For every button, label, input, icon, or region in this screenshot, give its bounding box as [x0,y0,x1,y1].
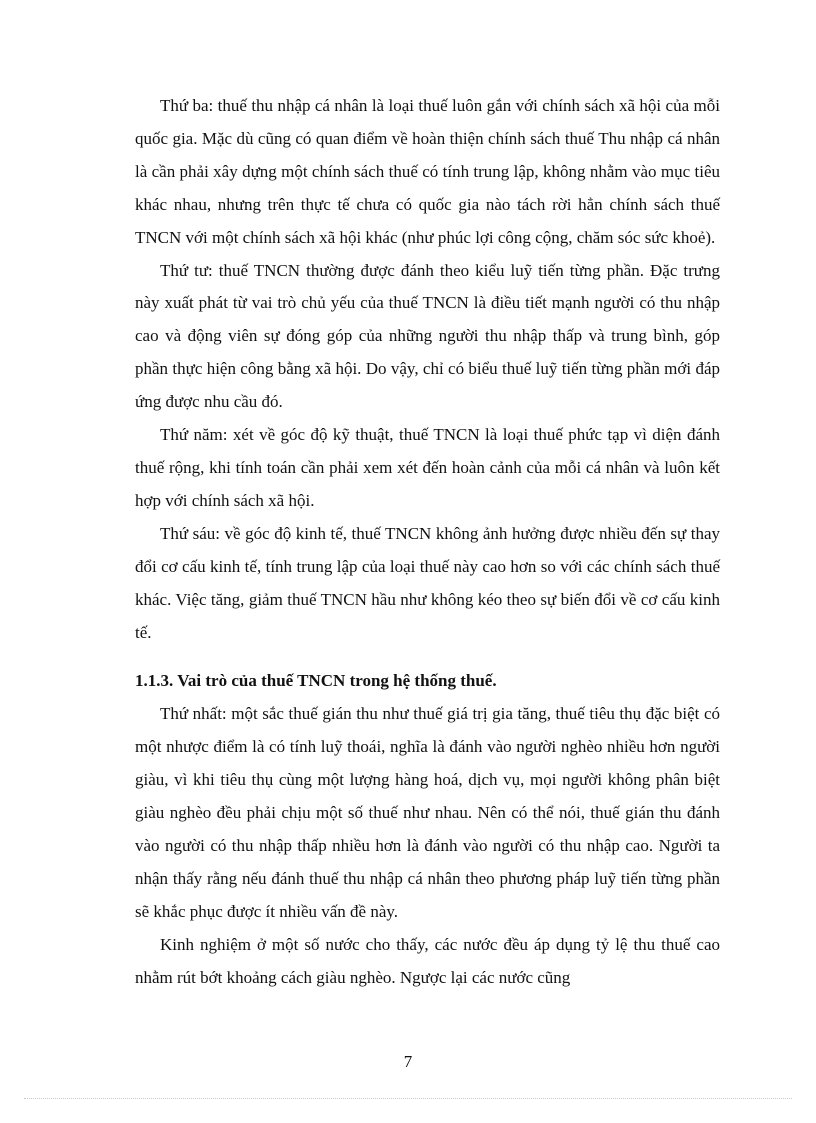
paragraph-thu-ba: Thứ ba: thuế thu nhập cá nhân là loại thuế luôn gắn với chính sách xã hội của mỗi quốc gia. Mặc dù cũng có quan điểm về hoàn thiện chính sách thuế Thu nhập cá nhân là cần phải xây dựng một chính sách thuế có tính trung lập, không nhằm vào mục tiêu khác nhau, nhưng trên thực tế chưa có quốc gia nào tách rời hẳn chính sách thuế TNCN với một chính sách xã hội khác (như phúc lợi công cộng, chăm sóc sức khoẻ). [135,96,720,247]
page-body [135,90,720,994]
paragraph-kinh-nghiem: Kinh nghiệm ở một số nước cho thấy, các nước đều áp dụng tỷ lệ thu thuế cao nhằm rút bớt khoảng cách giàu nghèo. Ngược lại các nước cũng [135,934,720,987]
page-bottom-divider [24,1098,792,1099]
paragraph-thu-sau: Thứ sáu: về góc độ kinh tế, thuế TNCN không ảnh hưởng được nhiều đến sự thay đổi cơ cấu kinh tế, tính trung lập của loại thuế này cao hơn so với các chính sách thuế khác. Việc tăng, giảm thuế TNCN hầu như không kéo theo sự biến đổi về cơ cấu kinh tế. [135,523,720,642]
paragraph-thu-tu: Thứ tư: thuế TNCN thường được đánh theo kiểu luỹ tiến từng phần. Đặc trưng này xuất phát từ vai trò chủ yếu của thuế TNCN là điều tiết mạnh người có thu nhập cao và động viên sự đóng góp của những người thu nhập thấp và trung bình, góp phần thực hiện công bằng xã hội. Do vậy, chỉ có biểu thuế luỹ tiến từng phần mới đáp ứng được nhu cầu đó. [135,260,720,412]
section-heading: 1.1.3. Vai trò của thuế TNCN trong hệ thống thuế. [135,671,497,691]
paragraph-thu-nam: Thứ năm: xét về góc độ kỹ thuật, thuế TNCN là loại thuế phức tạp vì diện đánh thuế rộng, khi tính toán cần phải xem xét đến hoàn cảnh của mỗi cá nhân và luôn kết hợp với chính sách xã hội. [135,425,720,510]
paragraph-thu-nhat: Thứ nhất: một sắc thuế gián thu như thuế giá trị gia tăng, thuế tiêu thụ đặc biệt có một nhược điểm là có tính luỹ thoái, nghĩa là đánh vào người nghèo nhiều hơn người giàu, vì khi tiêu thụ cùng một lượng hàng hoá, dịch vụ, mọi người không phân biệt giàu nghèo đều phải chịu một số thuế như nhau. Nên có thể nói, thuế gián thu đánh vào người có thu nhập thấp nhiều hơn là đánh vào người có thu nhập cao. Người ta nhận thấy rằng nếu đánh thuế thu nhập cá nhân theo phương pháp luỹ tiến từng phần sẽ khắc phục được ít nhiều vấn đề này. [135,704,720,921]
page-number: 7 [403,1052,413,1071]
